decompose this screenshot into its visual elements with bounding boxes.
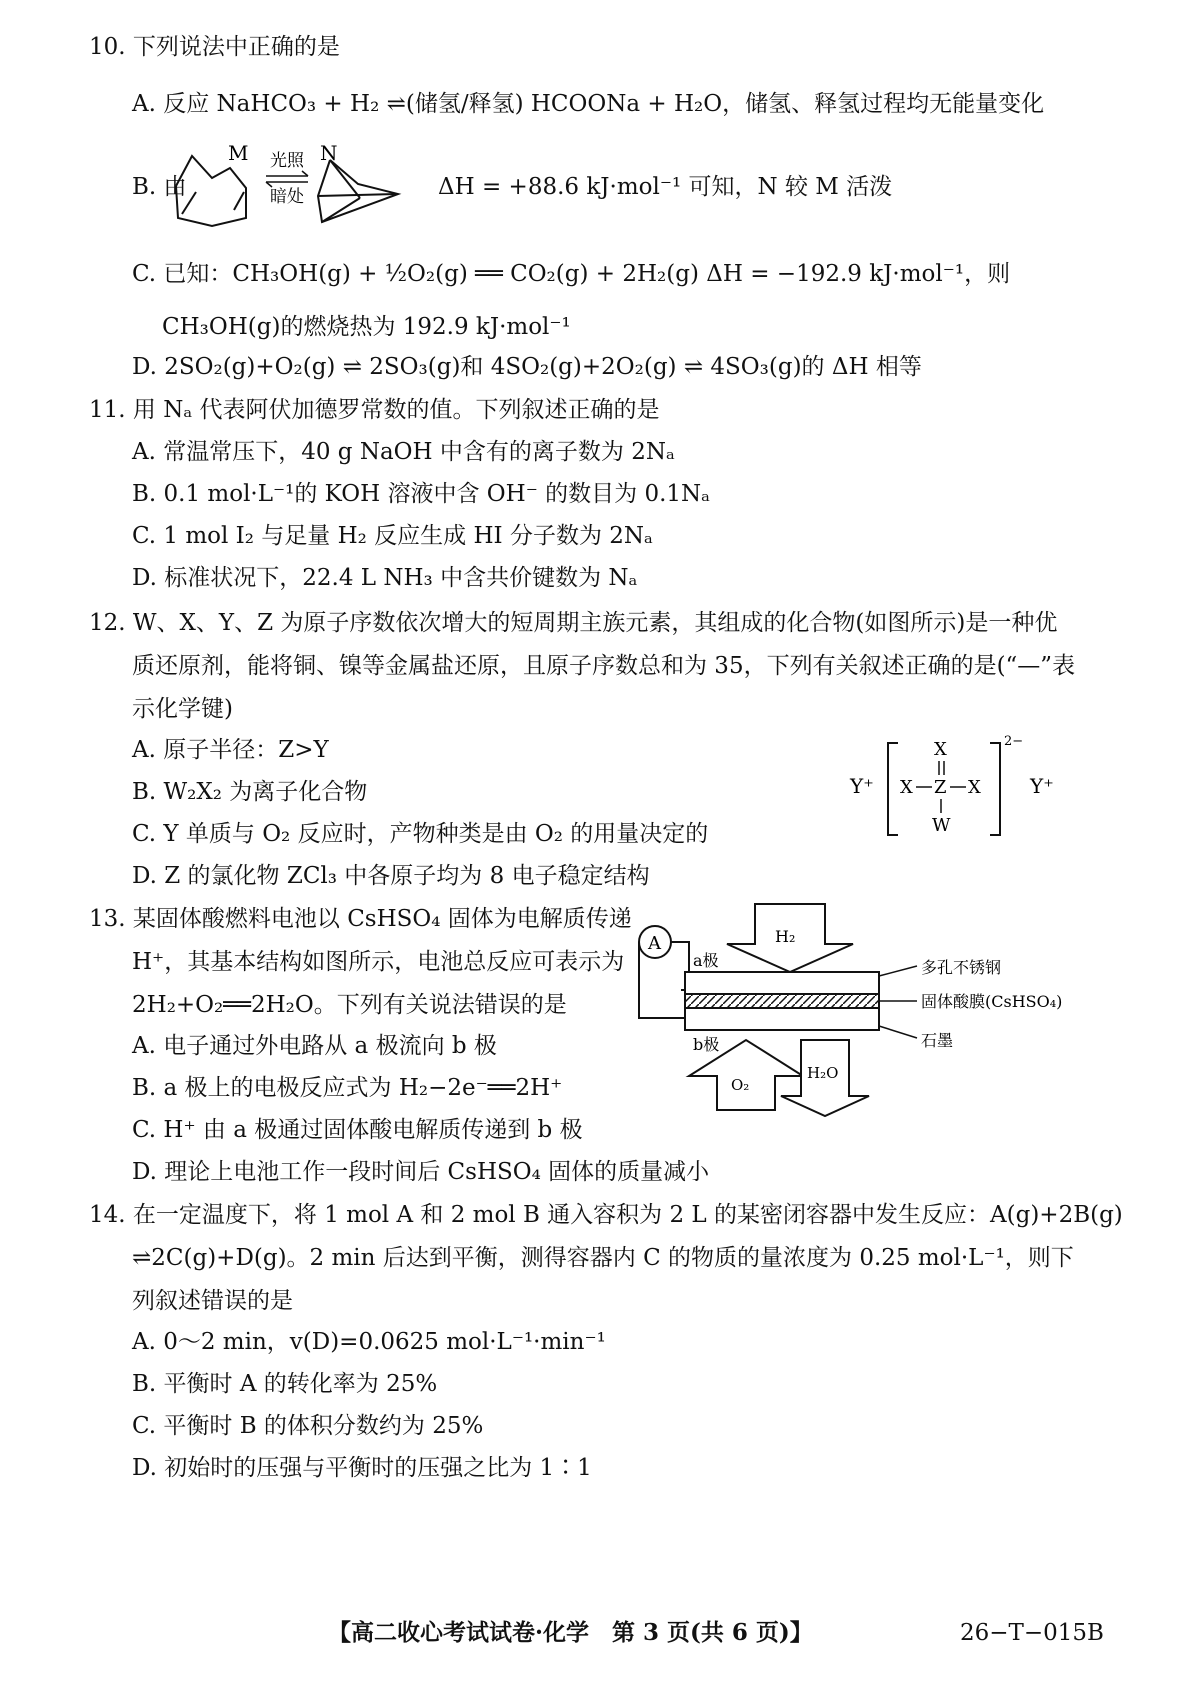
- q11-stem: 11. 用 Nₐ 代表阿伏加德罗常数的值。下列叙述正确的是: [89, 397, 660, 423]
- q14-option-c: C. 平衡时 B 的体积分数约为 25%: [132, 1413, 484, 1439]
- label-graphite: 石墨: [921, 1031, 954, 1050]
- q13-option-a: A. 电子通过外电路从 a 极流向 b 极: [132, 1033, 497, 1059]
- footer-code: 26−T−015B: [960, 1620, 1104, 1646]
- h2-label: H₂: [775, 927, 796, 946]
- q12-stem-line2: 质还原剂，能将铜、镍等金属盐还原，且原子序数总和为 35，下列有关叙述正确的是(“—”表: [132, 653, 1076, 679]
- cation-right: Y⁺: [1030, 774, 1054, 798]
- label-porous-steel: 多孔不锈钢: [921, 958, 1002, 977]
- q13-stem-line2: H⁺，其基本结构如图所示，电池总反应可表示为: [132, 949, 625, 975]
- q14-stem-line3: 列叙述错误的是: [132, 1288, 293, 1314]
- anion-charge: 2−: [1004, 735, 1024, 749]
- atom-z: Z: [934, 777, 947, 798]
- graphite-layer: [685, 1008, 879, 1030]
- atom-x-right: X: [968, 777, 981, 798]
- q12-option-c: C. Y 单质与 O₂ 反应时，产物种类是由 O₂ 的用量决定的: [132, 821, 709, 847]
- label-m: M: [228, 141, 249, 165]
- condition-dark: 暗处: [270, 187, 304, 207]
- q11-option-a: A. 常温常压下，40 g NaOH 中含有的离子数为 2Nₐ: [132, 439, 675, 465]
- q12-option-b: B. W₂X₂ 为离子化合物: [132, 779, 368, 805]
- q10-option-c-line1: C. 已知：CH₃OH(g) + ½O₂(g) ══ CO₂(g) + 2H₂(g) ΔH = −192.9 kJ·mol⁻¹，则: [132, 261, 1011, 287]
- q11-option-c: C. 1 mol I₂ 与足量 H₂ 反应生成 HI 分子数为 2Nₐ: [132, 523, 653, 549]
- q11-option-b: B. 0.1 mol·L⁻¹的 KOH 溶液中含 OH⁻ 的数目为 0.1Nₐ: [132, 481, 711, 507]
- b-pole-label: b极: [693, 1035, 720, 1054]
- q10-option-a: A. 反应 NaHCO₃ + H₂ ⇌(储氢/释氢) HCOONa + H₂O，储氢、释氢过程均无能量变化: [132, 91, 1045, 117]
- q12-stem-line3: 示化学键): [132, 696, 233, 722]
- label-n: N: [320, 141, 338, 165]
- q10-option-c-line2: CH₃OH(g)的燃烧热为 192.9 kJ·mol⁻¹: [162, 314, 571, 340]
- label-solid-acid-membrane: 固体酸膜(CsHSO₄): [921, 992, 1063, 1011]
- a-pole-label: a极: [693, 951, 719, 970]
- footer-title: 【高二收心考试试卷·化学 第 3 页(共 6 页)】: [328, 1619, 813, 1646]
- q14-stem-line2: ⇌2C(g)+D(g)。2 min 后达到平衡，测得容器内 C 的物质的量浓度为 0.25 mol·L⁻¹，则下: [132, 1245, 1074, 1271]
- q10-option-d: D. 2SO₂(g)+O₂(g) ⇌ 2SO₃(g)和 4SO₂(g)+2O₂(g) ⇌ 4SO₃(g)的 ΔH 相等: [132, 354, 922, 380]
- quadricyclane-structure: [318, 160, 398, 222]
- q12-stem-line1: 12. W、X、Y、Z 为原子序数依次增大的短周期主族元素，其组成的化合物(如图所示)是一种优: [89, 610, 1058, 636]
- q14-option-a: A. 0～2 min，v(D)=0.0625 mol·L⁻¹·min⁻¹: [132, 1329, 606, 1355]
- q12-structure-figure: [840, 735, 1080, 845]
- q14-option-d: D. 初始时的压强与平衡时的压强之比为 1∶1: [132, 1455, 592, 1481]
- q12-option-a: A. 原子半径：Z>Y: [132, 737, 329, 763]
- q11-option-d: D. 标准状况下，22.4 L NH₃ 中含共价键数为 Nₐ: [132, 565, 638, 591]
- h2o-label: H₂O: [807, 1064, 839, 1082]
- atom-w: W: [932, 815, 951, 836]
- q13-stem-line3: 2H₂+O₂══2H₂O。下列有关说法错误的是: [132, 992, 567, 1018]
- solid-acid-membrane: [685, 994, 879, 1008]
- q13-option-b: B. a 极上的电极反应式为 H₂−2e⁻══2H⁺: [132, 1075, 563, 1101]
- q10-option-b: ΔH = +88.6 kJ·mol⁻¹ 可知，N 较 M 活泼: [438, 174, 893, 200]
- q10-b-prefix: B. 由: [132, 174, 187, 200]
- condition-light: 光照: [270, 151, 304, 171]
- cation-left: Y⁺: [850, 774, 874, 798]
- q13-stem-line1: 13. 某固体酸燃料电池以 CsHSO₄ 固体为电解质传递: [89, 906, 632, 932]
- q13-fuel-cell-figure: [635, 900, 1095, 1120]
- atom-x-top: X: [934, 739, 947, 760]
- q10-figure: [170, 138, 425, 230]
- porous-steel-layer: [685, 972, 879, 994]
- atom-x-left: X: [900, 777, 913, 798]
- q13-option-c: C. H⁺ 由 a 极通过固体酸电解质传递到 b 极: [132, 1117, 583, 1143]
- o2-label: O₂: [731, 1076, 750, 1094]
- ammeter-label: A: [648, 933, 661, 954]
- q14-option-b: B. 平衡时 A 的转化率为 25%: [132, 1371, 438, 1397]
- q13-option-d: D. 理论上电池工作一段时间后 CsHSO₄ 固体的质量减小: [132, 1159, 710, 1185]
- q10-stem: 10. 下列说法中正确的是: [89, 34, 340, 60]
- q12-option-d: D. Z 的氯化物 ZCl₃ 中各原子均为 8 电子稳定结构: [132, 863, 650, 889]
- q14-stem-line1: 14. 在一定温度下，将 1 mol A 和 2 mol B 通入容积为 2 L 的某密闭容器中发生反应：A(g)+2B(g): [89, 1202, 1123, 1228]
